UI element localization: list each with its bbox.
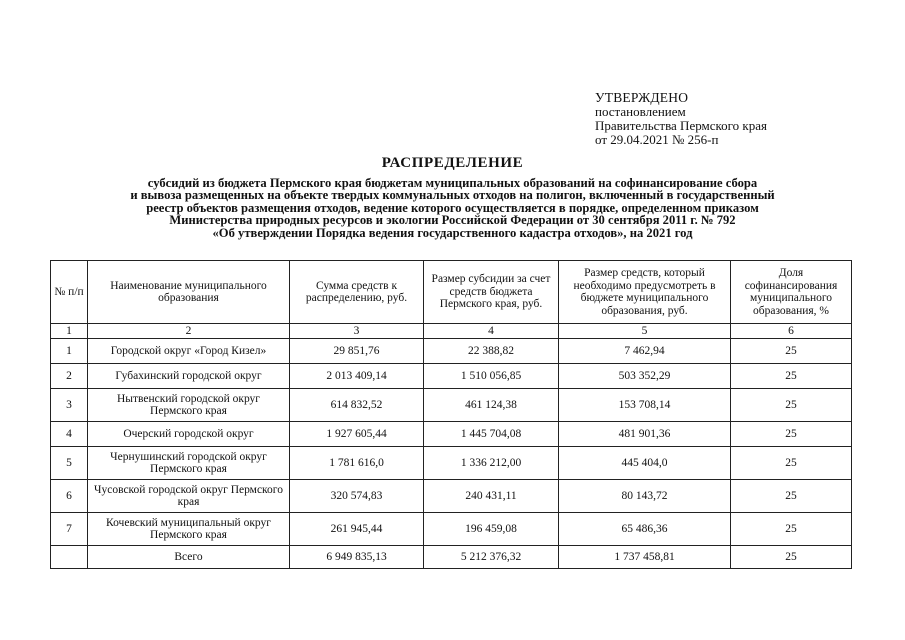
subtitle-line: «Об утверждении Порядка ведения государственного кадастра отходов», на 2021 год xyxy=(212,225,693,240)
subtitle-line: Министерства природных ресурсов и экологии Российской Федерации от 30 сентября 2011 г. № 792 xyxy=(169,213,736,228)
cell-number: 2 xyxy=(51,364,88,389)
approval-line: постановлением xyxy=(595,104,686,119)
cell-municipal-funds: 80 143,72 xyxy=(559,480,731,513)
header-cell-name: Наименование муниципального образования xyxy=(88,261,290,324)
total-subsidy: 5 212 376,32 xyxy=(424,546,559,569)
total-label: Всего xyxy=(88,546,290,569)
approval-title: УТВЕРЖДЕНО xyxy=(595,90,689,105)
header-cell-total-sum: Сумма средств к распределению, руб. xyxy=(290,261,424,324)
cell-name: Губахинский городской округ xyxy=(88,364,290,389)
cell-number: 6 xyxy=(51,480,88,513)
table-row xyxy=(51,447,852,480)
table-row xyxy=(51,513,852,546)
column-number: 6 xyxy=(731,324,852,339)
table-row xyxy=(51,364,852,389)
header-cell-share: Доля софинансирования муниципального образования, % xyxy=(731,261,852,324)
cell-name: Кочевский муниципальный округ Пермского края xyxy=(88,513,290,546)
table-header-row xyxy=(51,261,852,324)
column-number: 4 xyxy=(424,324,559,339)
cell-name: Чернушинский городской округ Пермского края xyxy=(88,447,290,480)
cell-total-sum: 614 832,52 xyxy=(290,389,424,422)
document-subtitle xyxy=(40,177,865,239)
approval-stamp xyxy=(595,91,767,147)
cell-municipal-funds: 7 462,94 xyxy=(559,339,731,364)
cell-total-sum: 1 781 616,0 xyxy=(290,447,424,480)
cell-municipal-funds: 153 708,14 xyxy=(559,389,731,422)
cell-share: 25 xyxy=(731,447,852,480)
total-sum: 6 949 835,13 xyxy=(290,546,424,569)
total-municipal-funds: 1 737 458,81 xyxy=(559,546,731,569)
document-title: РАСПРЕДЕЛЕНИЕ xyxy=(381,155,524,171)
cell-number: 3 xyxy=(51,389,88,422)
table-row xyxy=(51,422,852,447)
cell-number: 5 xyxy=(51,447,88,480)
subtitle-line: реестр объектов размещения отходов, ведение которого осуществляется в порядке, определенном приказом xyxy=(146,200,759,215)
cell-number: 1 xyxy=(51,339,88,364)
cell-municipal-funds: 481 901,36 xyxy=(559,422,731,447)
cell-subsidy: 196 459,08 xyxy=(424,513,559,546)
cell-name: Нытвенский городской округ Пермского края xyxy=(88,389,290,422)
approval-date: от 29.04.2021 № 256-п xyxy=(595,132,719,147)
cell-name: Городской округ «Город Кизел» xyxy=(88,339,290,364)
cell-total-sum: 2 013 409,14 xyxy=(290,364,424,389)
table-row xyxy=(51,339,852,364)
cell-share: 25 xyxy=(731,339,852,364)
column-number: 5 xyxy=(559,324,731,339)
header-cell-number: № п/п xyxy=(51,261,88,324)
cell-municipal-funds: 445 404,0 xyxy=(559,447,731,480)
cell-name: Очерский городской округ xyxy=(88,422,290,447)
cell-number: 7 xyxy=(51,513,88,546)
subtitle-line: субсидий из бюджета Пермского края бюджетам муниципальных образований на софинансирование сбора xyxy=(147,176,758,190)
cell-total-sum: 1 927 605,44 xyxy=(290,422,424,447)
cell-share: 25 xyxy=(731,389,852,422)
cell-total-sum: 320 574,83 xyxy=(290,480,424,513)
cell-subsidy: 22 388,82 xyxy=(424,339,559,364)
column-number: 3 xyxy=(290,324,424,339)
header-cell-subsidy: Размер субсидии за счет средств бюджета Пермского края, руб. xyxy=(424,261,559,324)
cell-total-sum: 29 851,76 xyxy=(290,339,424,364)
cell-subsidy: 461 124,38 xyxy=(424,389,559,422)
cell-share: 25 xyxy=(731,480,852,513)
table-row xyxy=(51,389,852,422)
cell-subsidy: 240 431,11 xyxy=(424,480,559,513)
table-total-row xyxy=(51,546,852,569)
total-share: 25 xyxy=(731,546,852,569)
header-cell-municipal-funds: Размер средств, который необходимо предусмотреть в бюджете муниципального образования, руб. xyxy=(559,261,731,324)
cell-share: 25 xyxy=(731,513,852,546)
cell-total-sum: 261 945,44 xyxy=(290,513,424,546)
table-row xyxy=(51,480,852,513)
cell-share: 25 xyxy=(731,422,852,447)
cell-municipal-funds: 503 352,29 xyxy=(559,364,731,389)
column-number-row xyxy=(51,324,852,339)
cell-name: Чусовской городской округ Пермского края xyxy=(88,480,290,513)
cell-subsidy: 1 510 056,85 xyxy=(424,364,559,389)
cell-share: 25 xyxy=(731,364,852,389)
total-cell-number xyxy=(51,546,88,569)
column-number: 2 xyxy=(88,324,290,339)
column-number: 1 xyxy=(51,324,88,339)
approval-line: Правительства Пермского края xyxy=(595,118,767,133)
subtitle-line: и вывоза размещенных на объекте твердых коммунальных отходов на полигон, включенный в государственный xyxy=(130,188,775,203)
cell-subsidy: 1 445 704,08 xyxy=(424,422,559,447)
distribution-table xyxy=(50,260,852,569)
cell-subsidy: 1 336 212,00 xyxy=(424,447,559,480)
cell-number: 4 xyxy=(51,422,88,447)
cell-municipal-funds: 65 486,36 xyxy=(559,513,731,546)
